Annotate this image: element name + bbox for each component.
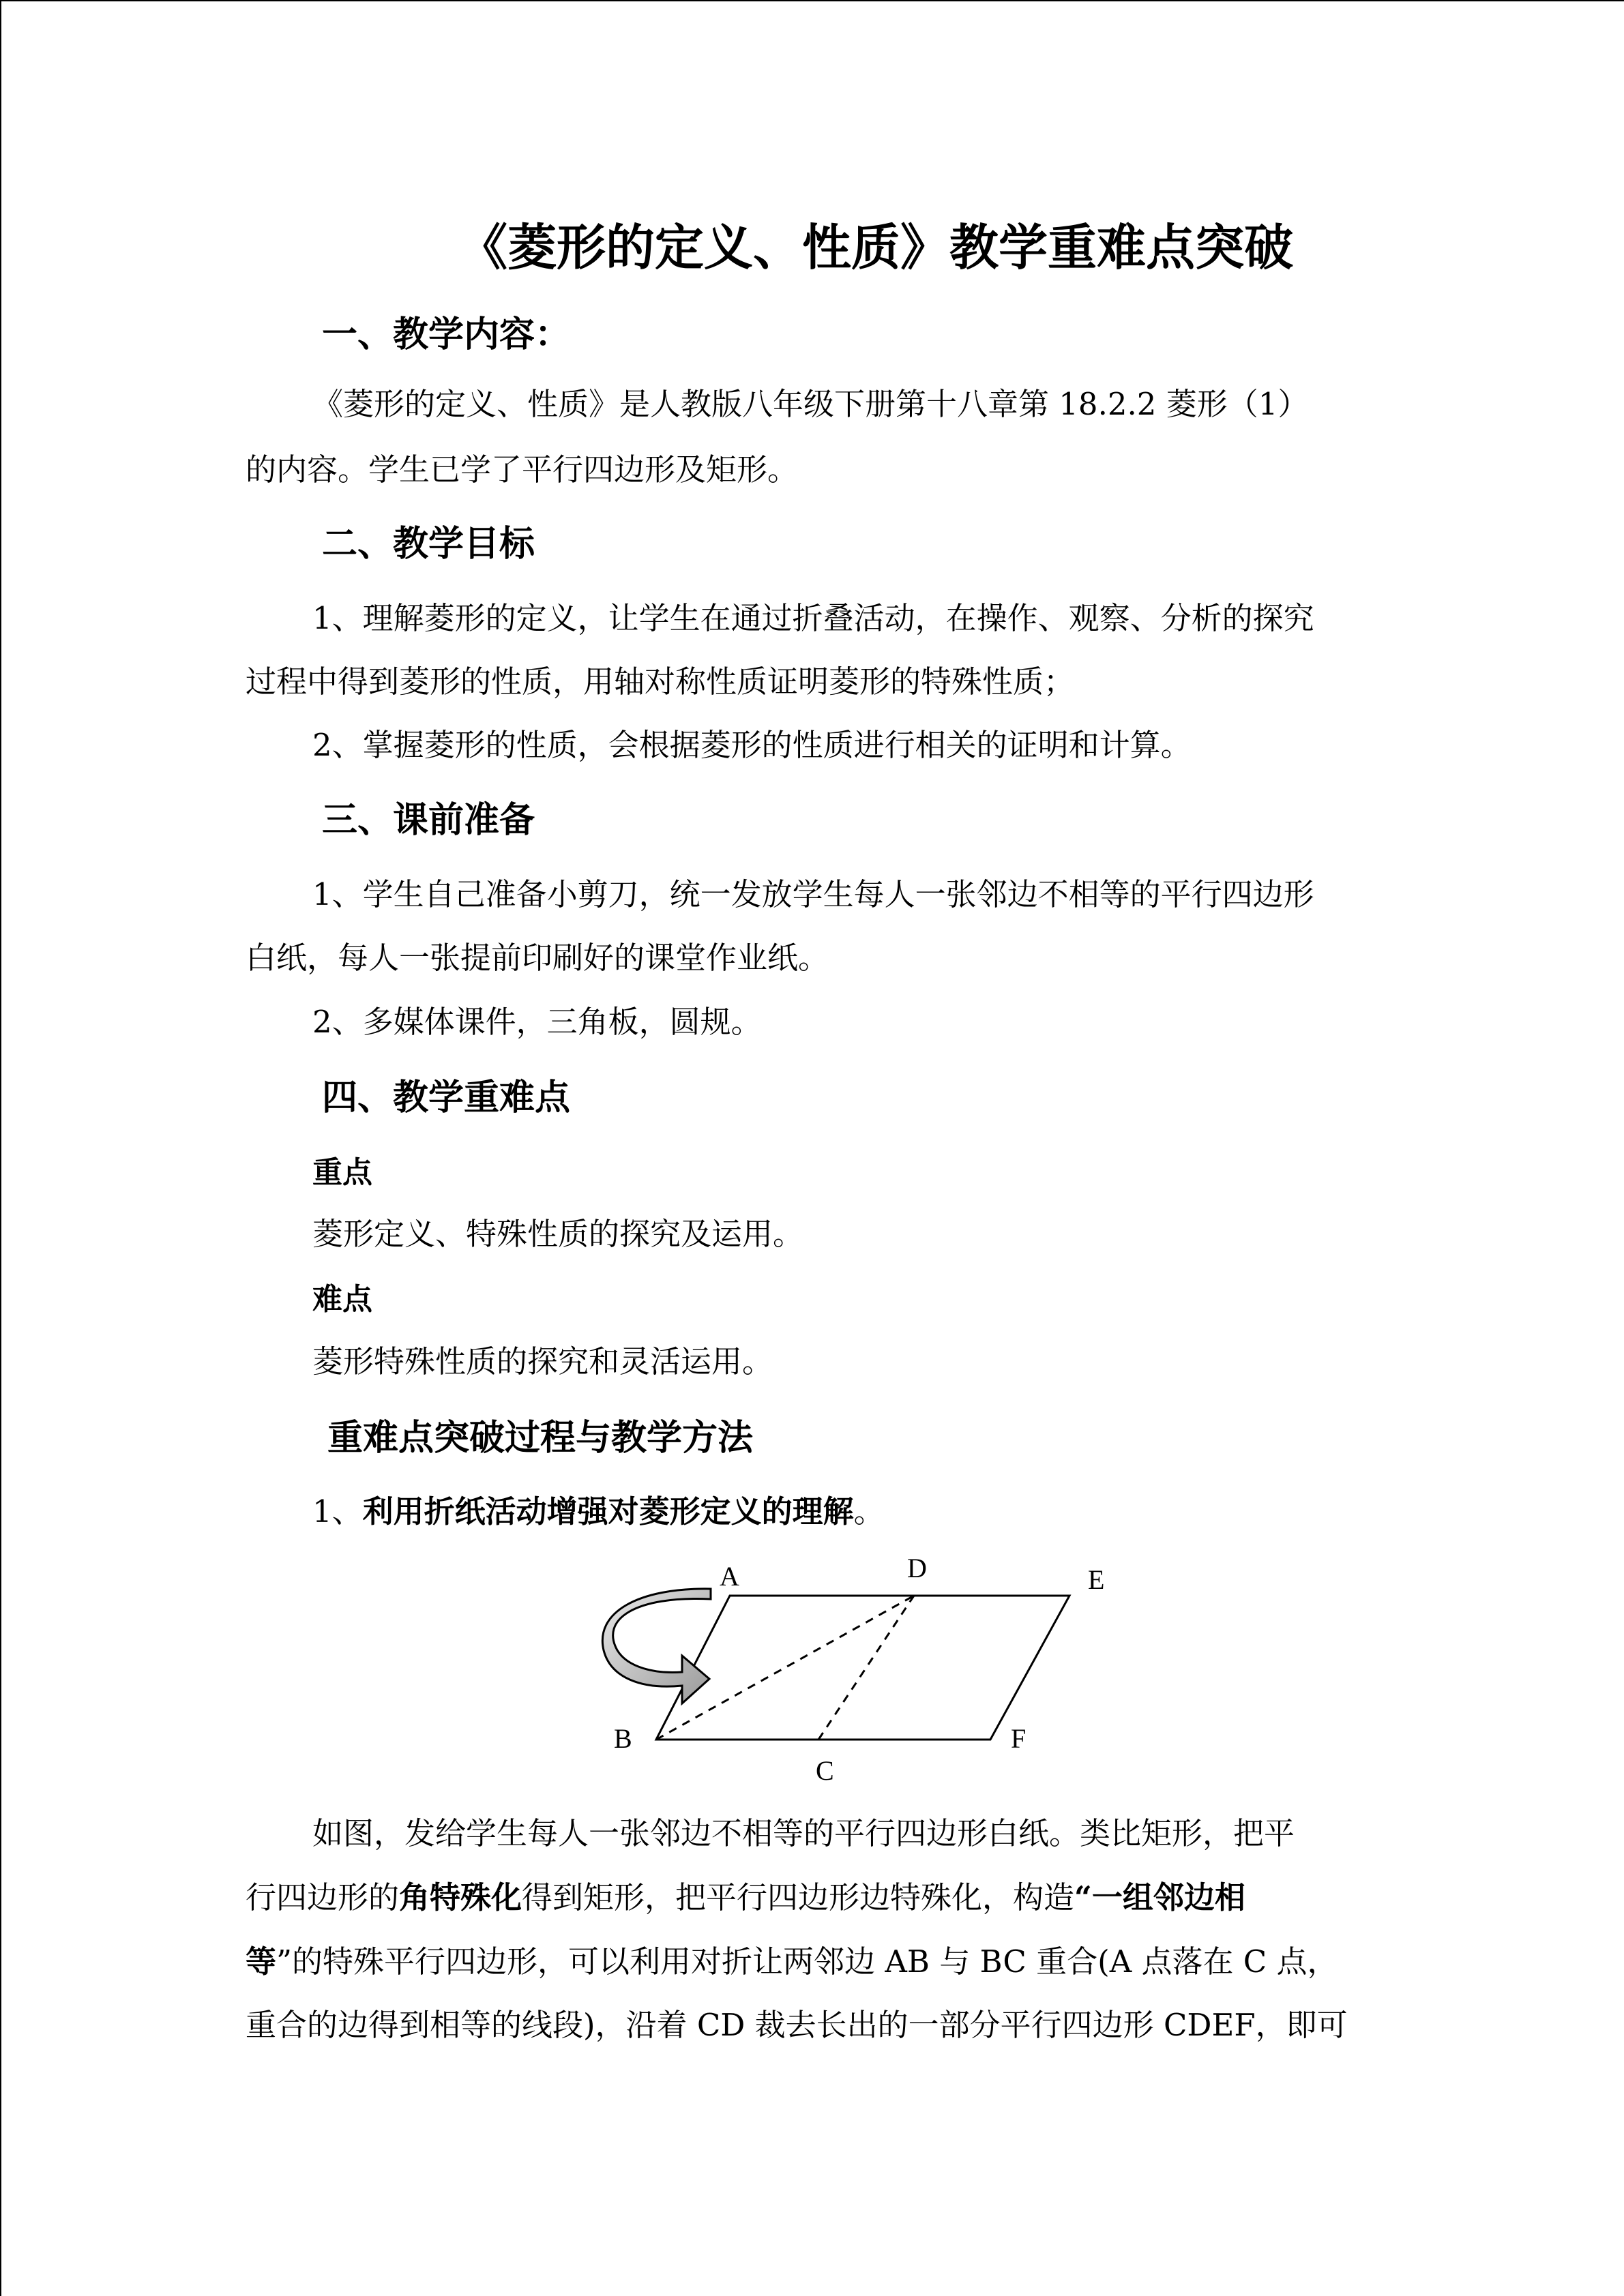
vertex-label-b: B — [614, 1723, 632, 1754]
vertex-label-a: A — [720, 1561, 739, 1592]
vertex-label-c: C — [816, 1755, 834, 1786]
paragraph-line: 《菱形的定义、性质》是人教版八年级下册第十八章第 18.2.2 菱形（1） — [312, 386, 1309, 422]
difficult-point-label: 难点 — [312, 1282, 372, 1317]
section-heading-preparation: 三、课前准备 — [322, 799, 535, 841]
vertex-label-e: E — [1088, 1564, 1105, 1595]
text-run: 行四边形的 — [246, 1879, 400, 1915]
document-title: 《菱形的定义、性质》教学重难点突破 — [458, 218, 1294, 276]
text-run: 得到矩形，把平行四边形边特殊化，构造 — [522, 1879, 1075, 1915]
difficult-point-text: 菱形特殊性质的探究和灵活运用。 — [312, 1343, 773, 1380]
paragraph-line: 如图，发给学生每人一张邻边不相等的平行四边形白纸。类比矩形，把平 — [312, 1815, 1295, 1851]
paragraph-line: 重合的边得到相等的线段)，沿着 CD 裁去长出的一部分平行四边形 CDEF，即可 — [246, 2007, 1348, 2043]
paragraph-line — [246, 1937, 1338, 1981]
sub-heading-text: 利用折纸活动增强对菱形定义的理解 — [362, 1493, 854, 1530]
parallelogram-abfe — [656, 1596, 1069, 1740]
key-point-text: 菱形定义、特殊性质的探究及运用。 — [312, 1216, 804, 1252]
list-item-continuation: 过程中得到菱形的性质，用轴对称性质证明菱形的特殊性质； — [246, 664, 1075, 700]
list-item: 1、理解菱形的定义，让学生在通过折叠活动，在操作、观察、分析的探究 — [312, 600, 1314, 636]
list-item: 2、掌握菱形的性质，会根据菱形的性质进行相关的证明和计算。 — [312, 727, 1192, 763]
section-heading-key-points: 四、教学重难点 — [322, 1077, 571, 1118]
sub-heading-number: 1、 — [312, 1493, 363, 1530]
key-point-label: 重点 — [312, 1155, 372, 1190]
list-item: 2、多媒体课件，三角板，圆规。 — [312, 1004, 762, 1040]
list-item: 1、学生自己准备小剪刀，统一发放学生每人一张邻边不相等的平行四边形 — [312, 876, 1314, 912]
vertex-label-f: F — [1011, 1723, 1027, 1754]
paragraph-line: 的内容。学生已学了平行四边形及矩形。 — [246, 451, 799, 488]
vertex-label-d: D — [907, 1553, 927, 1583]
cut-line-cd — [818, 1596, 914, 1740]
fold-arrow-icon — [602, 1589, 711, 1703]
paragraph-line — [246, 1873, 1245, 1917]
section-heading-goals: 二、教学目标 — [322, 523, 535, 565]
list-item-continuation: 白纸，每人一张提前印刷好的课堂作业纸。 — [246, 940, 829, 976]
emphasis-text: 等 — [246, 1943, 277, 1980]
emphasis-text: “一组邻边相 — [1074, 1879, 1245, 1915]
text-run: ”的特殊平行四边形，可以利用对折让两邻边 AB 与 BC 重合(A 点落在 C 点， — [276, 1943, 1338, 1980]
sub-heading-end: 。 — [853, 1493, 885, 1530]
section-heading-content: 一、教学内容： — [322, 314, 571, 355]
section-heading-methods: 重难点突破过程与教学方法 — [327, 1417, 754, 1459]
emphasis-text: 角特殊化 — [399, 1879, 522, 1915]
